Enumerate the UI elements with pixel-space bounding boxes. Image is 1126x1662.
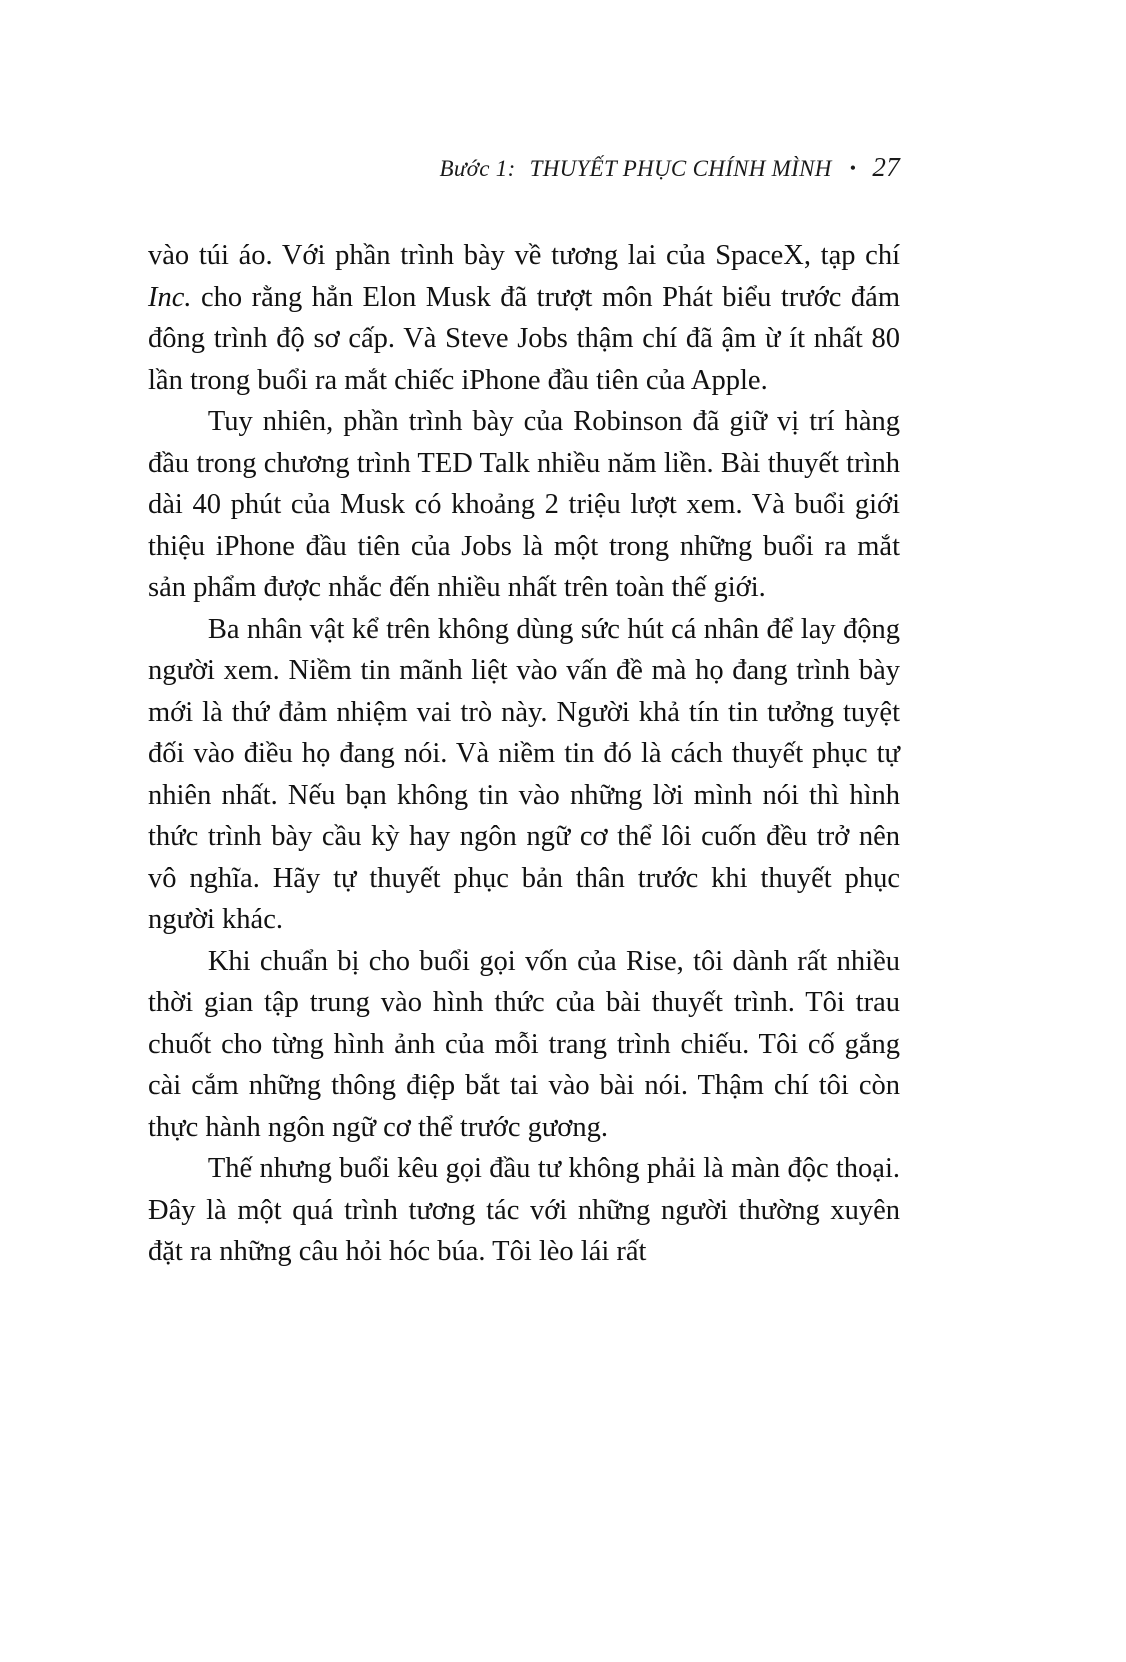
paragraph-1 — [148, 235, 900, 401]
running-header — [148, 152, 900, 183]
paragraph-5: Thế nhưng buổi kêu gọi đầu tư không phải là màn độc thoại. Đây là một quá trình tương tác với những người thường xuyên đặt ra những câu hỏi hóc búa. Tôi lèo lái rất — [148, 1153, 900, 1267]
paragraph-1-text-after: cho rằng hẳn Elon Musk đã trượt môn Phát biểu trước đám đông trình độ sơ cấp. Và Steve Jobs thậm chí đã ậm ừ ít nhất 80 lần trong buổi ra mắt chiếc iPhone đầu tiên của Apple. — [148, 281, 900, 396]
chapter-label: Bước 1: — [439, 156, 516, 181]
page-number: 27 — [872, 152, 900, 182]
page-body — [148, 235, 900, 1273]
paragraph-1-text-before: vào túi áo. Với phần trình bày về tương lai của SpaceX, tạp chí — [148, 240, 900, 271]
paragraph-2: Tuy nhiên, phần trình bày của Robinson đã giữ vị trí hàng đầu trong chương trình TED Talk nhiều năm liền. Bài thuyết trình dài 40 phút của Musk có khoảng 2 triệu lượt xem. Và buổi giới thiệu iPhone đầu tiên của Jobs là một trong những buổi ra mắt sản phẩm được nhắc đến nhiều nhất trên toàn thế giới. — [148, 406, 900, 603]
paragraph-4: Khi chuẩn bị cho buổi gọi vốn của Rise, tôi dành rất nhiều thời gian tập trung vào hình thức của bài thuyết trình. Tôi trau chuốt cho từng hình ảnh của mỗi trang trình chiếu. Tôi cố gắng cài cắm những thông điệp bắt tai vào bài nói. Thậm chí tôi còn thực hành ngôn ngữ cơ thể trước gương. — [148, 945, 900, 1143]
chapter-title: THUYẾT PHỤC CHÍNH MÌNH — [529, 156, 832, 181]
header-separator: • — [849, 158, 857, 178]
paragraph-1-italic-inc: Inc. — [148, 281, 192, 313]
paragraph-3: Ba nhân vật kể trên không dùng sức hút cá nhân để lay động người xem. Niềm tin mãnh liệt vào vấn đề mà họ đang trình bày mới là thứ đảm nhiệm vai trò này. Người khả tín tin tưởng tuyệt đối vào điều họ đang nói. Và niềm tin đó là cách thuyết phục tự nhiên nhất. Nếu bạn không tin vào những lời mình nói thì hình thức trình bày cầu kỳ hay ngôn ngữ cơ thể lôi cuốn đều trở nên vô nghĩa. Hãy tự thuyết phục bản thân trước khi thuyết phục người khác. — [148, 613, 900, 935]
